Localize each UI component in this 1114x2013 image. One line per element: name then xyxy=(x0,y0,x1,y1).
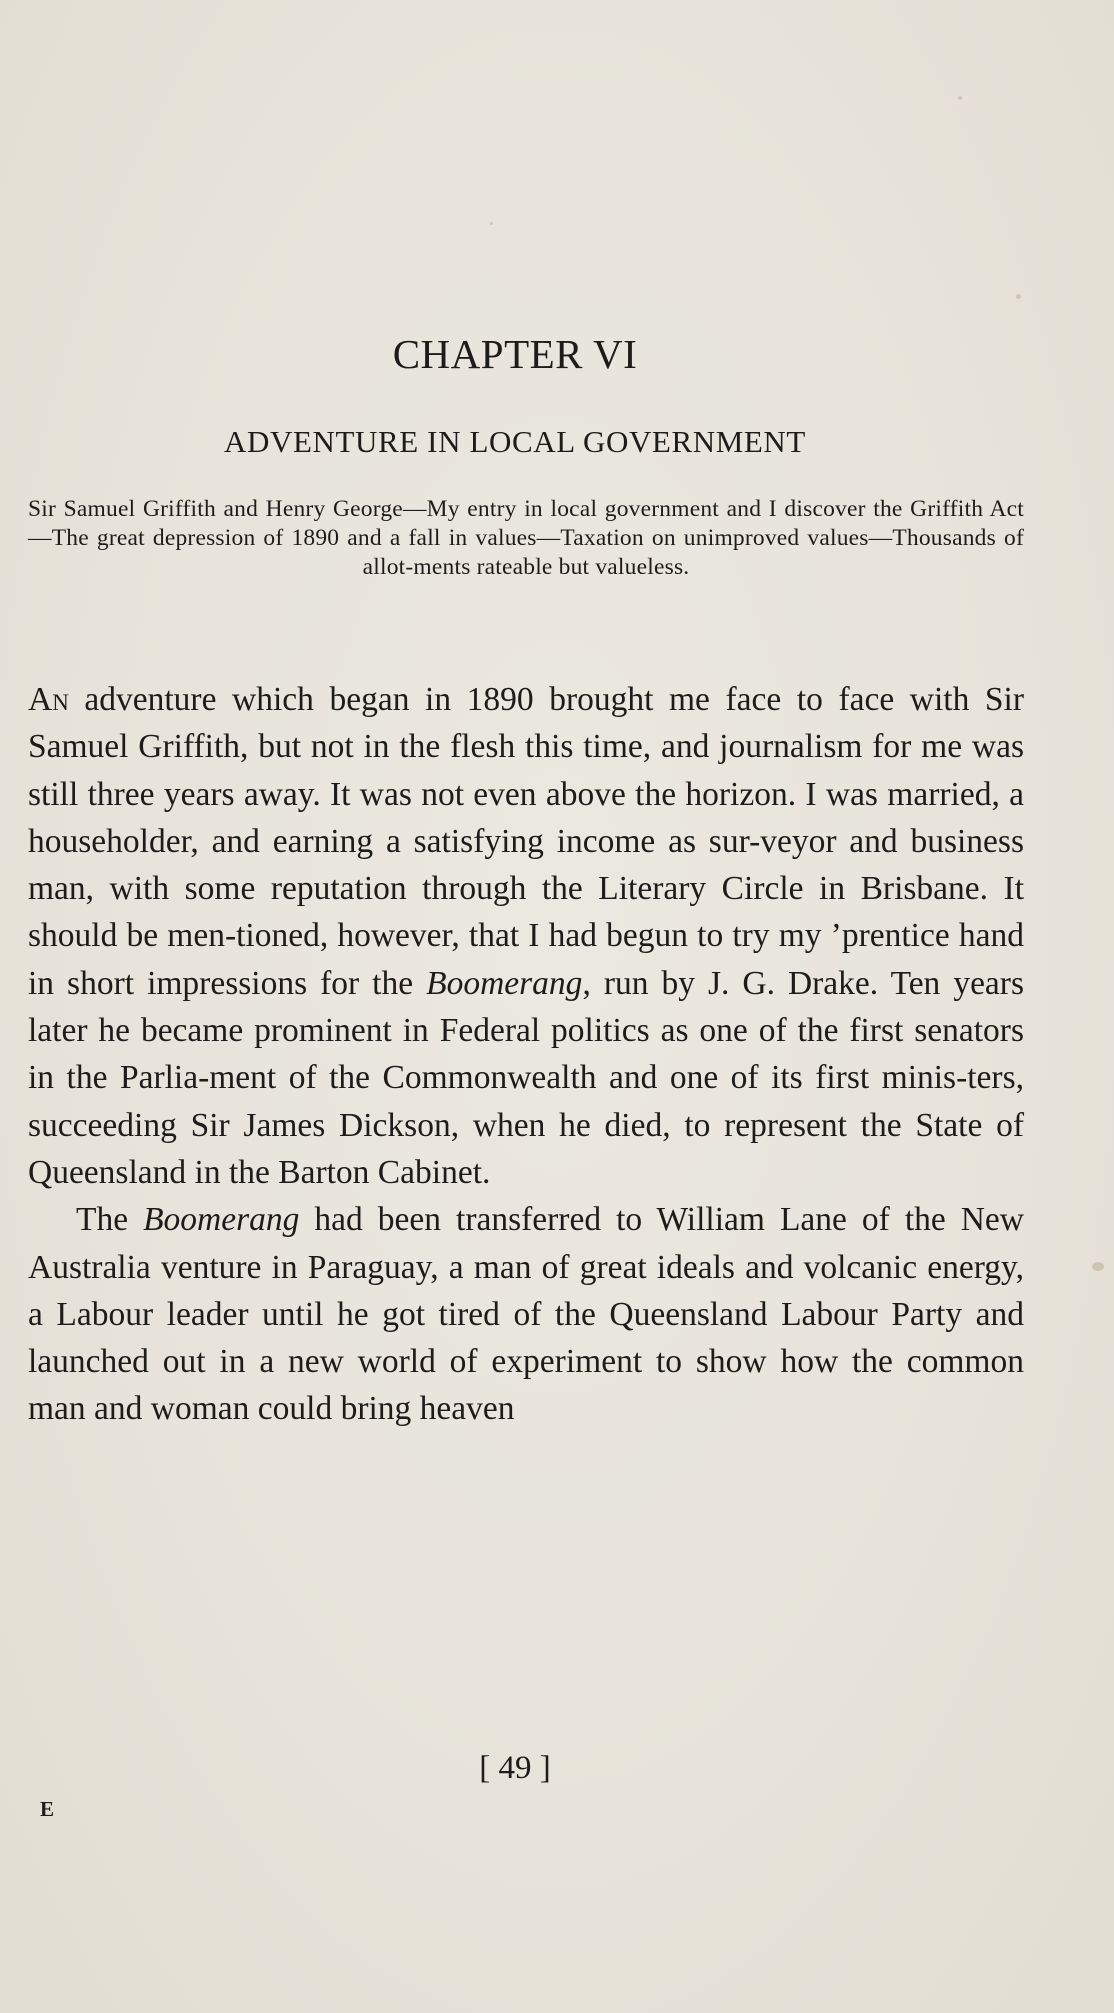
chapter-title: CHAPTER VI xyxy=(392,331,638,377)
signature-mark: E xyxy=(40,1797,55,1821)
paragraph-2 xyxy=(28,1196,1024,1432)
paragraph-1 xyxy=(28,676,1024,1196)
chapter-subtitle: ADVENTURE IN LOCAL GOVERNMENT xyxy=(224,424,806,459)
paper-speck xyxy=(1016,294,1021,299)
paragraph-2-text-b: had been transferred to William Lane of the New Australia venture in Paraguay, a man of great ideals and volcanic energy, a Labour leader until he got tired of the Queensland Labour Party and launched out in a new world of experiment to show how the common man and woman could bring heaven xyxy=(28,1201,1024,1428)
publication-title: Boomerang xyxy=(143,1201,300,1239)
paper-speck xyxy=(1092,1262,1104,1271)
paper-speck xyxy=(490,222,493,225)
page-number: [ 49 ] xyxy=(479,1750,551,1786)
opening-word: An xyxy=(28,681,69,718)
paragraph-1-text-b: , run by J. G. Drake. Ten years later he became prominent in Federal politics as one of the first senators in the Parlia-ment of the Commonwealth and one of its first minis-ters, succeeding Sir James Dickson, when he died, to represent the State of Queensland in the Barton Cabinet. xyxy=(28,964,1024,1191)
publication-title: Boomerang xyxy=(426,964,583,1002)
paper-speck xyxy=(958,96,962,100)
paragraph-2-text-a: The xyxy=(76,1201,144,1239)
paragraph-1-text-a: adventure which began in 1890 brought me face to face with Sir Samuel Griffith, but not in the flesh this time, and journalism for me was still three years away. It was not even above the horizon. I was married, a householder, and earning a satisfying income as sur-veyor and business man, with some reputation through the Literary Circle in Brisbane. It should be men-tioned, however, that I had begun to try my ’prentice hand in short impressions for the xyxy=(28,681,1024,1002)
chapter-synopsis: Sir Samuel Griffith and Henry George—My entry in local government and I discover the Griffith Act—The great depression of 1890 and a fall in values—Taxation on unimproved values—Thousands of allot-ments rateable but valueless. xyxy=(28,496,1024,580)
body-text xyxy=(28,676,1024,1433)
